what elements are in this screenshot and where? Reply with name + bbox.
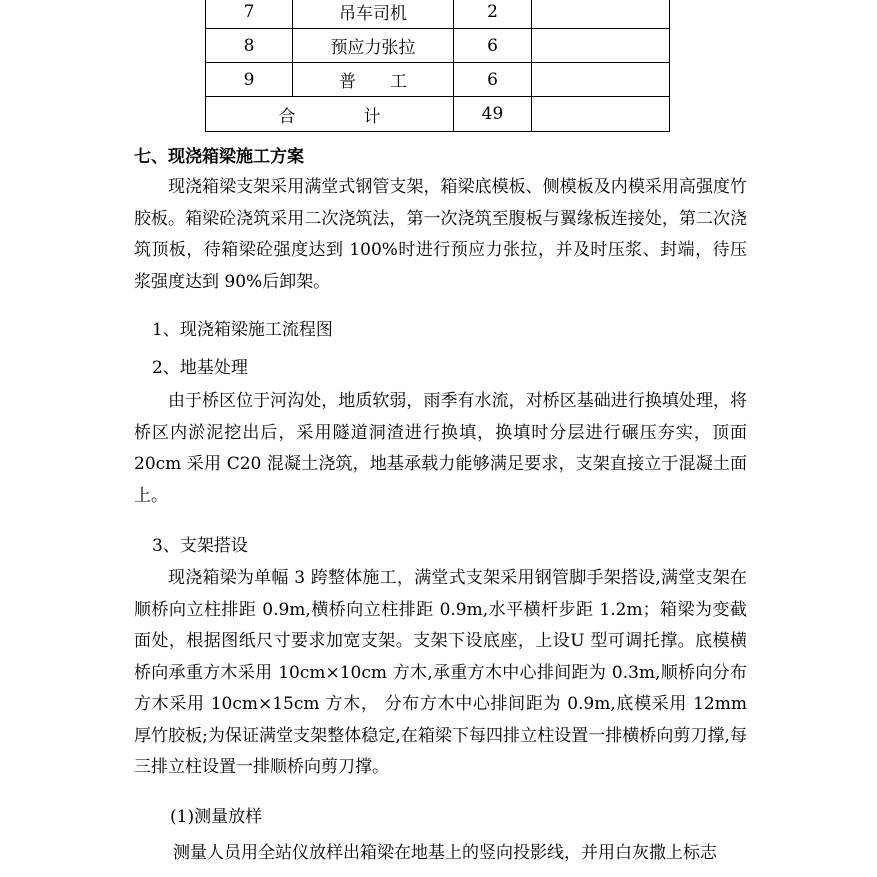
table-row <box>206 63 670 97</box>
job-name: 普 工 <box>293 63 454 97</box>
worker-count: 6 <box>454 29 532 63</box>
total-label: 合 计 <box>206 97 454 132</box>
worker-count: 2 <box>454 0 532 29</box>
section-heading: 七、现浇箱梁施工方案 <box>134 147 304 167</box>
worker-count: 6 <box>454 63 532 97</box>
scaffold-paragraph: 现浇箱梁为单幅 3 跨整体施工，满堂式支架采用钢管脚手架搭设,满堂支架在顺桥向立柱排距 0.9m,横桥向立柱排距 0.9m,水平横杆步距 1.2m；箱梁为变截面处，根据图纸尺寸要求加宽支架。支架下设底座，上设U 型可调托撑。底模横桥向承重方木采用 10cm×10cm 方木,承重方木中心排间距为 0.3m,顺桥向分布方木采用 10cm×15cm 方木， 分布方木中心排间距为 0.9m,底模采用 12mm 厚竹胶板;为保证满堂支架整体稳定,在箱梁下每四排立柱设置一排横桥向剪刀撑,每三排立柱设置一排顺桥向剪刀撑。 <box>134 568 747 777</box>
note-cell <box>532 0 670 29</box>
table-row <box>206 0 670 29</box>
total-count: 49 <box>454 97 532 132</box>
note-cell <box>532 63 670 97</box>
row-number: 7 <box>206 0 293 29</box>
table-total-row <box>206 97 670 132</box>
sub-heading-survey: (1)测量放样 <box>170 807 263 827</box>
survey-paragraph: 测量人员用全站仪放样出箱梁在地基上的竖向投影线，并用白灰撒上标志 <box>173 843 717 863</box>
crew-table <box>205 0 670 132</box>
note-cell <box>532 97 670 132</box>
note-cell <box>532 29 670 63</box>
row-number: 8 <box>206 29 293 63</box>
row-number: 9 <box>206 63 293 97</box>
job-name: 预应力张拉 <box>293 29 454 63</box>
item-heading-2: 2、地基处理 <box>152 358 248 378</box>
item-heading-1: 1、现浇箱梁施工流程图 <box>152 320 333 340</box>
foundation-paragraph: 由于桥区位于河沟处，地质软弱，雨季有水流，对桥区基础进行换填处理，将桥区内淤泥挖出后，采用隧道洞渣进行换填，换填时分层进行碾压夯实，顶面 20cm 采用 C20 混凝土浇筑，地基承载力能够满足要求，支架直接立于混凝土面上。 <box>134 391 747 506</box>
table-row <box>206 29 670 63</box>
intro-paragraph: 现浇箱梁支架采用满堂式钢管支架，箱梁底模板、侧模板及内模采用高强度竹胶板。箱梁砼浇筑采用二次浇筑法，第一次浇筑至腹板与翼缘板连接处，第二次浇筑顶板，待箱梁砼强度达到 100%时进行预应力张拉，并及时压浆、封端，待压浆强度达到 90%后卸架。 <box>134 177 747 292</box>
item-heading-3: 3、支架搭设 <box>152 536 248 556</box>
job-name: 吊车司机 <box>293 0 454 29</box>
